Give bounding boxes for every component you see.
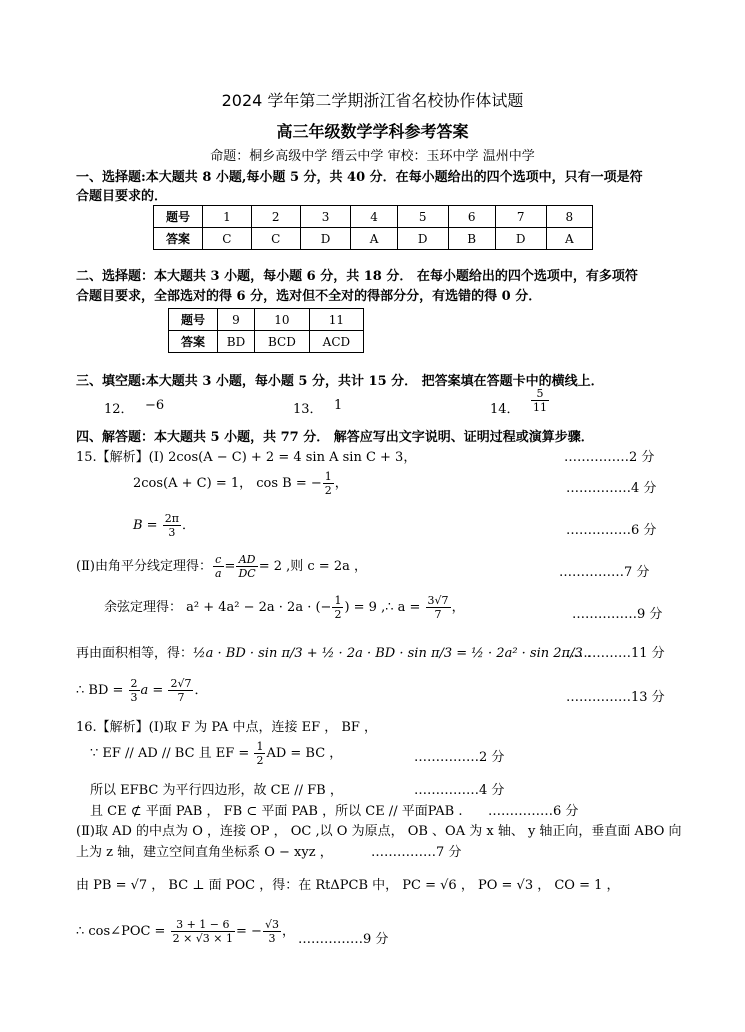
text: B = — [133, 518, 158, 533]
numerator: 1 — [334, 594, 342, 607]
fraction — [163, 512, 181, 539]
denominator: 2 — [334, 608, 342, 621]
numerator: 3 + 1 − 6 — [171, 918, 235, 932]
table-row — [154, 206, 593, 228]
row-label-number: 题号 — [154, 206, 203, 228]
fraction — [236, 553, 257, 580]
denominator: 2 × √3 × 1 — [172, 932, 234, 945]
text: = — [224, 559, 236, 574]
table-cell: A — [546, 228, 592, 250]
section1-heading-line1: 一、选择题:本大题共 8 小题,每小题 5 分，共 40 分．在每小题给出的四个选项中，只有一项是符 — [76, 170, 643, 185]
fraction — [426, 594, 451, 621]
authors-line: 命题：桐乡高级中学 缙云中学 审校：玉环中学 温州中学 — [210, 149, 535, 164]
q15-line1: 15.【解析】(Ⅰ) 2cos(A − C) + 2 = 4 sin A sin C + 3， — [76, 450, 417, 465]
table-cell: 9 — [218, 309, 255, 331]
table-cell: BD — [218, 331, 255, 353]
denominator: a — [214, 567, 222, 580]
document-subtitle: 高三年级数学学科参考答案 — [276, 122, 469, 141]
table-cell: ACD — [309, 331, 363, 353]
fraction — [332, 594, 343, 621]
table-cell: 1 — [203, 206, 252, 228]
q15-score7: ……………13 分 — [566, 690, 665, 705]
denominator: 3 — [130, 691, 138, 704]
q16-line8 — [76, 918, 295, 945]
table-cell: 11 — [309, 309, 363, 331]
table-cell: D — [397, 228, 448, 250]
q16-line3: 所以 EFBC 为平行四边形，故 CE // FB ， — [90, 783, 343, 798]
q15-line2 — [133, 470, 348, 497]
table-cell: 3 — [300, 206, 351, 228]
fraction — [531, 387, 549, 414]
row-label-answer: 答案 — [154, 228, 203, 250]
q15-score3: ……………6 分 — [566, 523, 657, 538]
table-cell: D — [495, 228, 546, 250]
section2-heading-line1: 二、选择题：本大题共 3 小题，每小题 6 分，共 18 分． 在每小题给出的四个选项中，有多项符 — [76, 269, 638, 284]
row-label-answer: 答案 — [169, 331, 218, 353]
q12-label: 12． — [104, 402, 134, 417]
section1-heading-line2: 合题目要求的． — [76, 189, 168, 204]
denominator: 3 — [268, 932, 276, 945]
fraction — [263, 918, 281, 945]
q16-line1: 16.【解析】(Ⅰ)取 F 为 PA 中点，连接 EF ， BF ， — [76, 720, 378, 735]
text: ， — [451, 600, 465, 615]
q16-line6: 上为 z 轴，建立空间直角坐标系 O − xyz ， — [76, 845, 333, 860]
fraction — [323, 470, 334, 497]
section2-heading-line2: 合题目要求，全部选对的得 6 分，选对但不全对的得部分分，有选错的得 0 分． — [76, 289, 542, 304]
text: ∵ EF // AD // BC 且 EF = — [90, 746, 250, 761]
text: = 2 ,则 c = 2a ， — [258, 559, 367, 574]
denominator: 7 — [434, 608, 442, 621]
q16-line7: 由 PB = √7 ， BC ⊥ 面 POC ，得：在 RtΔPCB 中， PC = √6 ， PO = √3 ， CO = 1 ， — [76, 878, 620, 893]
numerator: c — [213, 553, 224, 567]
q16-score2: ……………2 分 — [414, 750, 505, 765]
text: ， — [281, 924, 295, 939]
table-cell: A — [351, 228, 397, 250]
text: ∴ cos∠POC = — [76, 924, 166, 939]
q15-score5: ……………9 分 — [572, 607, 663, 622]
text: ， — [334, 476, 348, 491]
text: ． — [194, 683, 208, 698]
numerator: √3 — [264, 918, 279, 931]
row-label-number: 题号 — [169, 309, 218, 331]
table-cell: 7 — [495, 206, 546, 228]
text: ． — [181, 518, 195, 533]
q14-label: 14． — [490, 402, 520, 417]
equation: ½a · BD · sin π/3 + ½ · 2a · BD · sin π/3 = ½ · 2a² · sin 2π/3 . — [193, 646, 591, 661]
table-cell: 6 — [448, 206, 495, 228]
section3-heading: 三、填空题:本大题共 3 小题，每小题 5 分，共计 15 分． 把答案填在答题卡中的横线上． — [76, 374, 604, 389]
denominator: DC — [238, 567, 256, 580]
numerator: 2 — [130, 677, 138, 690]
q15-line3 — [133, 512, 195, 539]
table-cell: 4 — [351, 206, 397, 228]
table-cell: 8 — [546, 206, 592, 228]
text: (Ⅱ)由角平分线定理得： — [76, 559, 212, 574]
numerator: 3√7 — [427, 594, 449, 607]
table-cell: 2 — [251, 206, 300, 228]
denominator: 2 — [324, 484, 332, 497]
text: 余弦定理得： a² + 4a² − 2a · 2a · (− — [104, 600, 332, 615]
text: 再由面积相等，得： — [76, 646, 194, 661]
text: 2cos(A + C) = 1， cos B = − — [133, 476, 322, 491]
table-cell: BCD — [254, 331, 309, 353]
document-title: 2024 学年第二学期浙江省名校协作体试题 — [221, 91, 524, 110]
table-row — [169, 331, 364, 353]
text: ∴ BD = — [76, 683, 124, 698]
q16-score3: ……………4 分 — [414, 783, 505, 798]
text: = − — [236, 924, 262, 939]
table-cell: C — [203, 228, 252, 250]
table-cell: 10 — [254, 309, 309, 331]
numerator: 1 — [324, 470, 332, 483]
table-cell: D — [300, 228, 351, 250]
table-row — [154, 228, 593, 250]
table-cell: B — [448, 228, 495, 250]
denominator: 3 — [168, 526, 176, 539]
table-row — [169, 309, 364, 331]
text: AD = BC ， — [266, 746, 343, 761]
denominator: 2 — [256, 754, 264, 767]
numerator: 2π — [164, 512, 179, 525]
section2-answer-table — [168, 308, 364, 353]
fraction — [129, 677, 140, 704]
fraction — [168, 677, 193, 704]
fraction — [254, 740, 265, 767]
table-cell: 5 — [397, 206, 448, 228]
q13-label: 13． — [293, 402, 323, 417]
q16-score6: ……………7 分 — [371, 845, 462, 860]
fraction — [213, 553, 224, 580]
q13-answer: 1 — [334, 398, 343, 413]
q15-line4 — [76, 553, 367, 580]
q15-line7 — [76, 677, 208, 704]
q14-answer — [530, 387, 550, 414]
denominator: 7 — [177, 691, 185, 704]
q15-score6: ……………11 分 — [566, 646, 665, 661]
q16-score4: ……………6 分 — [488, 804, 579, 819]
fraction — [171, 918, 235, 945]
q15-score1: ……………2 分 — [564, 450, 655, 465]
q15-score4: ……………7 分 — [559, 565, 650, 580]
numerator: 5 — [531, 387, 549, 401]
numerator: AD — [236, 553, 257, 567]
numerator: 1 — [256, 740, 264, 753]
table-cell: C — [251, 228, 300, 250]
q16-line4: 且 CE ⊄ 平面 PAB ， FB ⊂ 平面 PAB ，所以 CE // 平面PAB . — [90, 804, 463, 819]
denominator: 11 — [533, 401, 547, 414]
q16-score8: ……………9 分 — [298, 932, 389, 947]
text: a = — [140, 683, 164, 698]
q15-line6 — [76, 642, 591, 661]
numerator: 2√7 — [170, 677, 192, 690]
section1-answer-table — [153, 205, 593, 250]
q15-line5 — [104, 594, 465, 621]
q15-score2: ……………4 分 — [566, 481, 657, 496]
q16-line5: (Ⅱ)取 AD 的中点为 O ，连接 OP ， OC ,以 O 为原点， OB 、OA 为 x 轴、 y 轴正向，垂直面 ABO 向 — [76, 824, 682, 839]
q16-line2 — [90, 740, 342, 767]
text: ) = 9 ,∴ a = — [344, 600, 421, 615]
section4-heading: 四、解答题：本大题共 5 小题，共 77 分． 解答应写出文字说明、证明过程或演算步骤． — [76, 430, 594, 445]
q12-answer: −6 — [145, 398, 165, 413]
